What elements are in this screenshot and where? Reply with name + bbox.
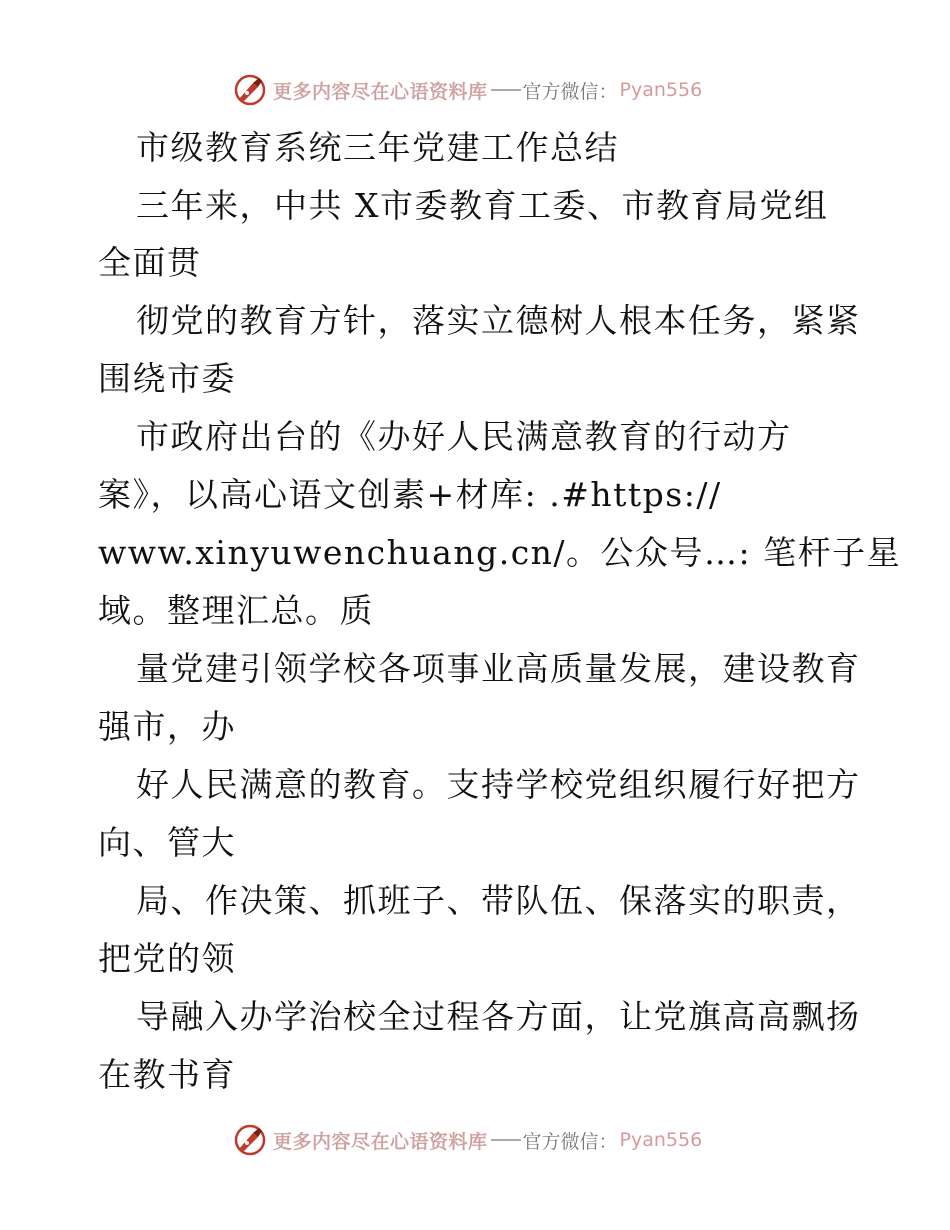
fountain-pen-logo-icon	[233, 73, 267, 107]
text-line: 全面贯	[98, 243, 202, 282]
text-line: 向、管大	[98, 823, 236, 862]
text-line: 在教书育	[98, 1055, 236, 1094]
fountain-pen-logo-icon	[233, 1123, 267, 1157]
header-banner	[233, 72, 702, 108]
text-line: www.xinyuwenchuang.cn/。公众号…: 笔杆子星	[98, 533, 902, 572]
text-line: 三年来，中共 X市委教育工委、市教育局党组	[136, 186, 829, 225]
document-title: 市级教育系统三年党建工作总结	[136, 128, 619, 167]
text-line: 把党的领	[98, 939, 236, 978]
text-line: 局、作决策、抓班子、带队伍、保落实的职责，	[136, 881, 861, 920]
banner-official-label: 官方微信：	[522, 1130, 618, 1153]
banner-dash	[491, 89, 521, 91]
footer-banner	[233, 1122, 702, 1158]
text-line: 量党建引领学校各项事业高质量发展，建设教育	[136, 649, 861, 688]
text-line: 市政府出台的《办好人民满意教育的行动方	[136, 417, 792, 456]
banner-slogan: 更多内容尽在心语资料库	[273, 80, 488, 103]
text-line: 好人民满意的教育。支持学校党组织履行好把方	[136, 765, 861, 804]
banner-official-label: 官方微信：	[522, 80, 618, 103]
text-line: 域。整理汇总。质	[98, 591, 374, 630]
banner-wechat-id: Pyan556	[619, 1129, 703, 1151]
banner-dash	[491, 1139, 521, 1141]
banner-slogan: 更多内容尽在心语资料库	[273, 1130, 488, 1153]
text-line: 彻党的教育方针，落实立德树人根本任务，紧紧	[136, 301, 861, 340]
banner-wechat-id: Pyan556	[619, 79, 703, 101]
text-line: 强市，办	[98, 707, 236, 746]
text-line: 案》，以高心语文创素+材库: .#https://	[98, 475, 722, 514]
text-line: 导融入办学治校全过程各方面，让党旗高高飘扬	[136, 997, 861, 1036]
text-line: 围绕市委	[98, 359, 236, 398]
